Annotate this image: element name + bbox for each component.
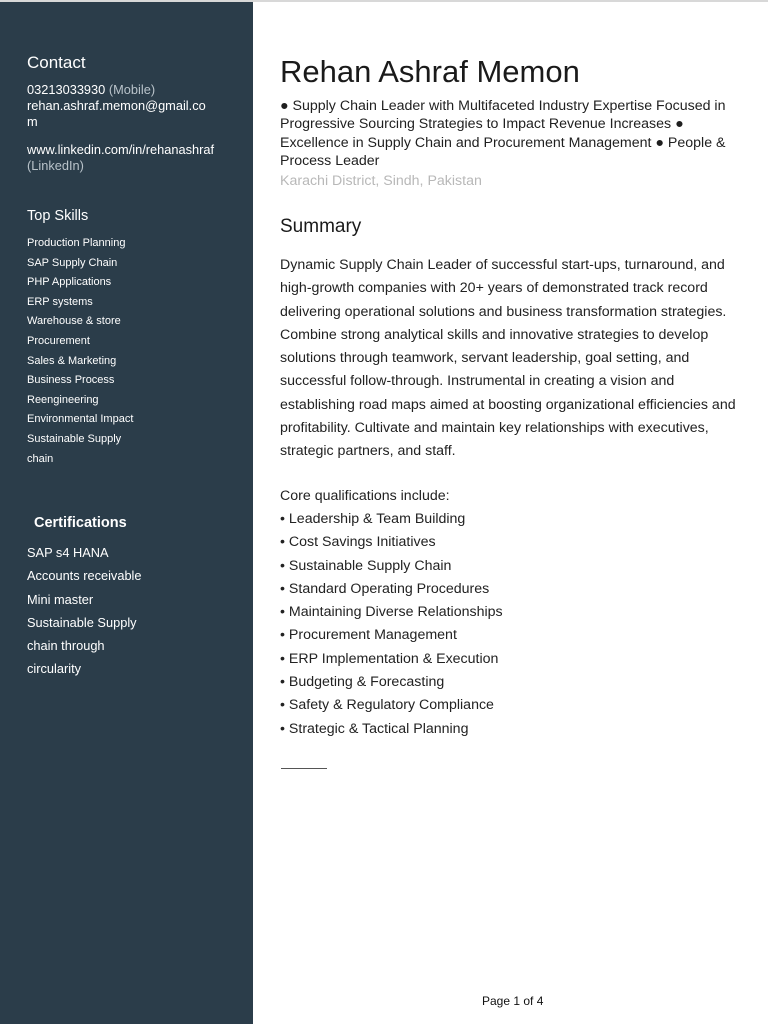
core-qualification-item: • Maintaining Diverse Relationships [280,604,503,621]
certification-item: Accounts receivable [27,568,142,584]
skill-item: Business Process [27,374,115,387]
skill-item: ERP systems [27,295,93,308]
summary-text: Dynamic Supply Chain Leader of successful start-ups, turnaround, and high-growth companies with 20+ years of demonstrated track record delivering operational solutions and business transformation strategies. Combine strong analytical skills and innovative strategies to develop solutions through teamwork, servant leadership, goal setting, and successful follow-through. Instrumental in creating a vision and establishing road maps aimed at boosting organizational efficiencies and profitability. Cultivate and maintain key relationships with executives, strategic partners, and staff. [280,257,736,460]
profile-headline: ● Supply Chain Leader with Multifaceted Industry Expertise Focused in Progressive Sourcing Strategies to Impact Revenue Increases ● Excellence in Supply Chain and Procurement Management ● People & Process Leader [280,98,726,169]
summary-heading: Summary [280,216,362,237]
core-qualification-item: • Budgeting & Forecasting [280,674,445,691]
core-qualification-item: • Cost Savings Initiatives [280,534,436,551]
core-qualification-item: • Standard Operating Procedures [280,580,490,597]
core-qualification-item: • Safety & Regulatory Compliance [280,697,494,714]
skills-heading: Top Skills [27,208,89,224]
email-link[interactable] [27,98,242,130]
certification-item: SAP s4 HANA [27,545,109,560]
certification-item: Mini master [27,591,94,607]
contact-spacer [27,130,242,142]
skill-item: Production Planning [27,237,126,249]
core-qualifications-intro: Core qualifications include: [280,488,450,504]
phone-number: 03213033930 [27,82,106,97]
skill-item: Reengineering [27,393,99,406]
profile-name: Rehan Ashraf Memon [280,54,580,89]
page-number: Page 1 of 4 [482,994,544,1008]
section-divider [281,768,327,769]
skill-item: SAP Supply Chain [27,256,118,269]
profile-location: Karachi District, Sindh, Pakistan [280,173,482,189]
sidebar [0,2,253,1024]
core-qualification-item: • Sustainable Supply Chain [280,557,452,574]
core-qualification-item: • Procurement Management [280,627,457,644]
skill-item: Sustainable Supply [27,432,122,445]
skill-item: chain [27,452,54,465]
certification-item: chain through [27,638,105,654]
skills-list [27,234,237,469]
email-line-2: m [27,114,38,129]
skill-item: PHP Applications [27,276,112,289]
skill-item: Sales & Marketing [27,354,117,367]
core-qualification-item: • ERP Implementation & Execution [280,650,499,667]
skill-item: Procurement [27,334,90,347]
contact-heading: Contact [27,53,86,72]
phone-line [27,82,242,98]
phone-label: (Mobile) [108,82,156,97]
certification-item: Sustainable Supply [27,614,137,630]
core-qualification-item: • Strategic & Tactical Planning [280,720,469,737]
certification-item: circularity [27,661,82,677]
skill-item: Environmental Impact [27,413,134,426]
linkedin-link[interactable]: www.linkedin.com/in/rehanashraf [27,142,215,157]
email-line-1: rehan.ashraf.memon@gmail.co [27,98,206,113]
skill-item: Warehouse & store [27,315,121,328]
linkedin-label: (LinkedIn) [27,158,84,173]
core-qualifications-list [280,508,503,741]
certifications-list [27,541,237,681]
certifications-heading: Certifications [34,515,127,531]
contact-block [27,82,242,174]
core-qualification-item: • Leadership & Team Building [280,511,466,527]
